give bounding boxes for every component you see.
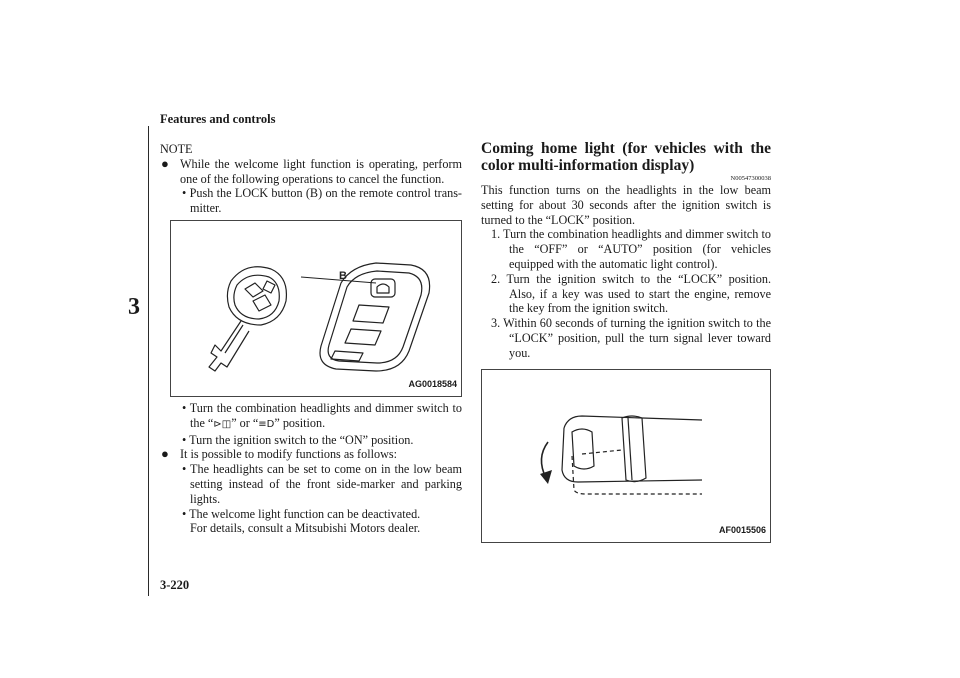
- note-title: NOTE: [160, 142, 193, 156]
- note-bullet: [160, 157, 462, 187]
- turn-signal-figure: [481, 369, 771, 543]
- sub-item-headlight-switch: [160, 401, 462, 433]
- step-2: 2. Turn the ignition switch to the “LOCK” position. Also, if a key was used to start the engine, remove the key from the ignition switch.: [491, 271, 771, 316]
- turn-signal-lever-illustration: [482, 370, 770, 542]
- bullet-text: It is possible to modify functions as follows:: [180, 447, 397, 462]
- sub-item: • Push the LOCK button (B) on the remote control trans-mitter.: [182, 186, 462, 216]
- chapter-tab: 3: [128, 294, 140, 320]
- step-3: 3. Within 60 seconds of turning the ignition switch to the “LOCK” position, pull the turn signal lever toward you.: [491, 316, 771, 360]
- bullet-dot-icon: ●: [161, 446, 169, 462]
- note-bullet: [160, 447, 462, 462]
- figure-code: AF0015506: [718, 524, 766, 535]
- sub-text-mid: ” or “: [231, 415, 259, 430]
- chapter-divider: [148, 126, 149, 596]
- closing-text: For details, consult a Mitsubishi Motors dealer.: [190, 521, 421, 536]
- bullet-dot-icon: ●: [161, 155, 169, 171]
- running-header: Features and controls: [160, 112, 276, 126]
- key-fob-figure: [170, 220, 462, 397]
- section-title: Coming home light (for vehicles with the color multi-information display): [481, 140, 771, 174]
- intro-paragraph: This function turns on the headlights in the low beam setting for about 30 seconds after the ignition switch is turned to the “LOCK” position.: [481, 183, 771, 227]
- section-code: N00547300038: [730, 175, 771, 182]
- sub-item: • The welcome light function can be deactivated.: [182, 506, 421, 521]
- sub-item: • The headlights can be set to come on in the low beam setting instead of the front side-marker and parking lights.: [182, 462, 462, 506]
- headlight-icon: ≡D: [258, 418, 275, 430]
- right-column: [481, 140, 771, 543]
- left-column: [160, 142, 462, 536]
- sub-text-start: • Turn the combination headlights and dimmer switch to the “: [182, 400, 462, 430]
- parking-light-icon: ⊳◫: [213, 418, 232, 430]
- callout-b-label: B: [339, 269, 347, 282]
- sub-item: • Turn the ignition switch to the “ON” position.: [182, 432, 414, 447]
- sub-text-end: ” position.: [274, 415, 326, 430]
- arrow-head-icon: [540, 470, 552, 484]
- key-fob-illustration: [171, 221, 461, 396]
- figure-code: AG0018584: [408, 379, 457, 390]
- step-1: 1. Turn the combination headlights and dimmer switch to the “OFF” or “AUTO” position (for vehicles equipped with the automatic light control).: [491, 227, 771, 271]
- page-number: 3-220: [160, 578, 190, 592]
- bullet-text: While the welcome light function is operating, perform one of the following operations to cancel the function.: [180, 156, 462, 186]
